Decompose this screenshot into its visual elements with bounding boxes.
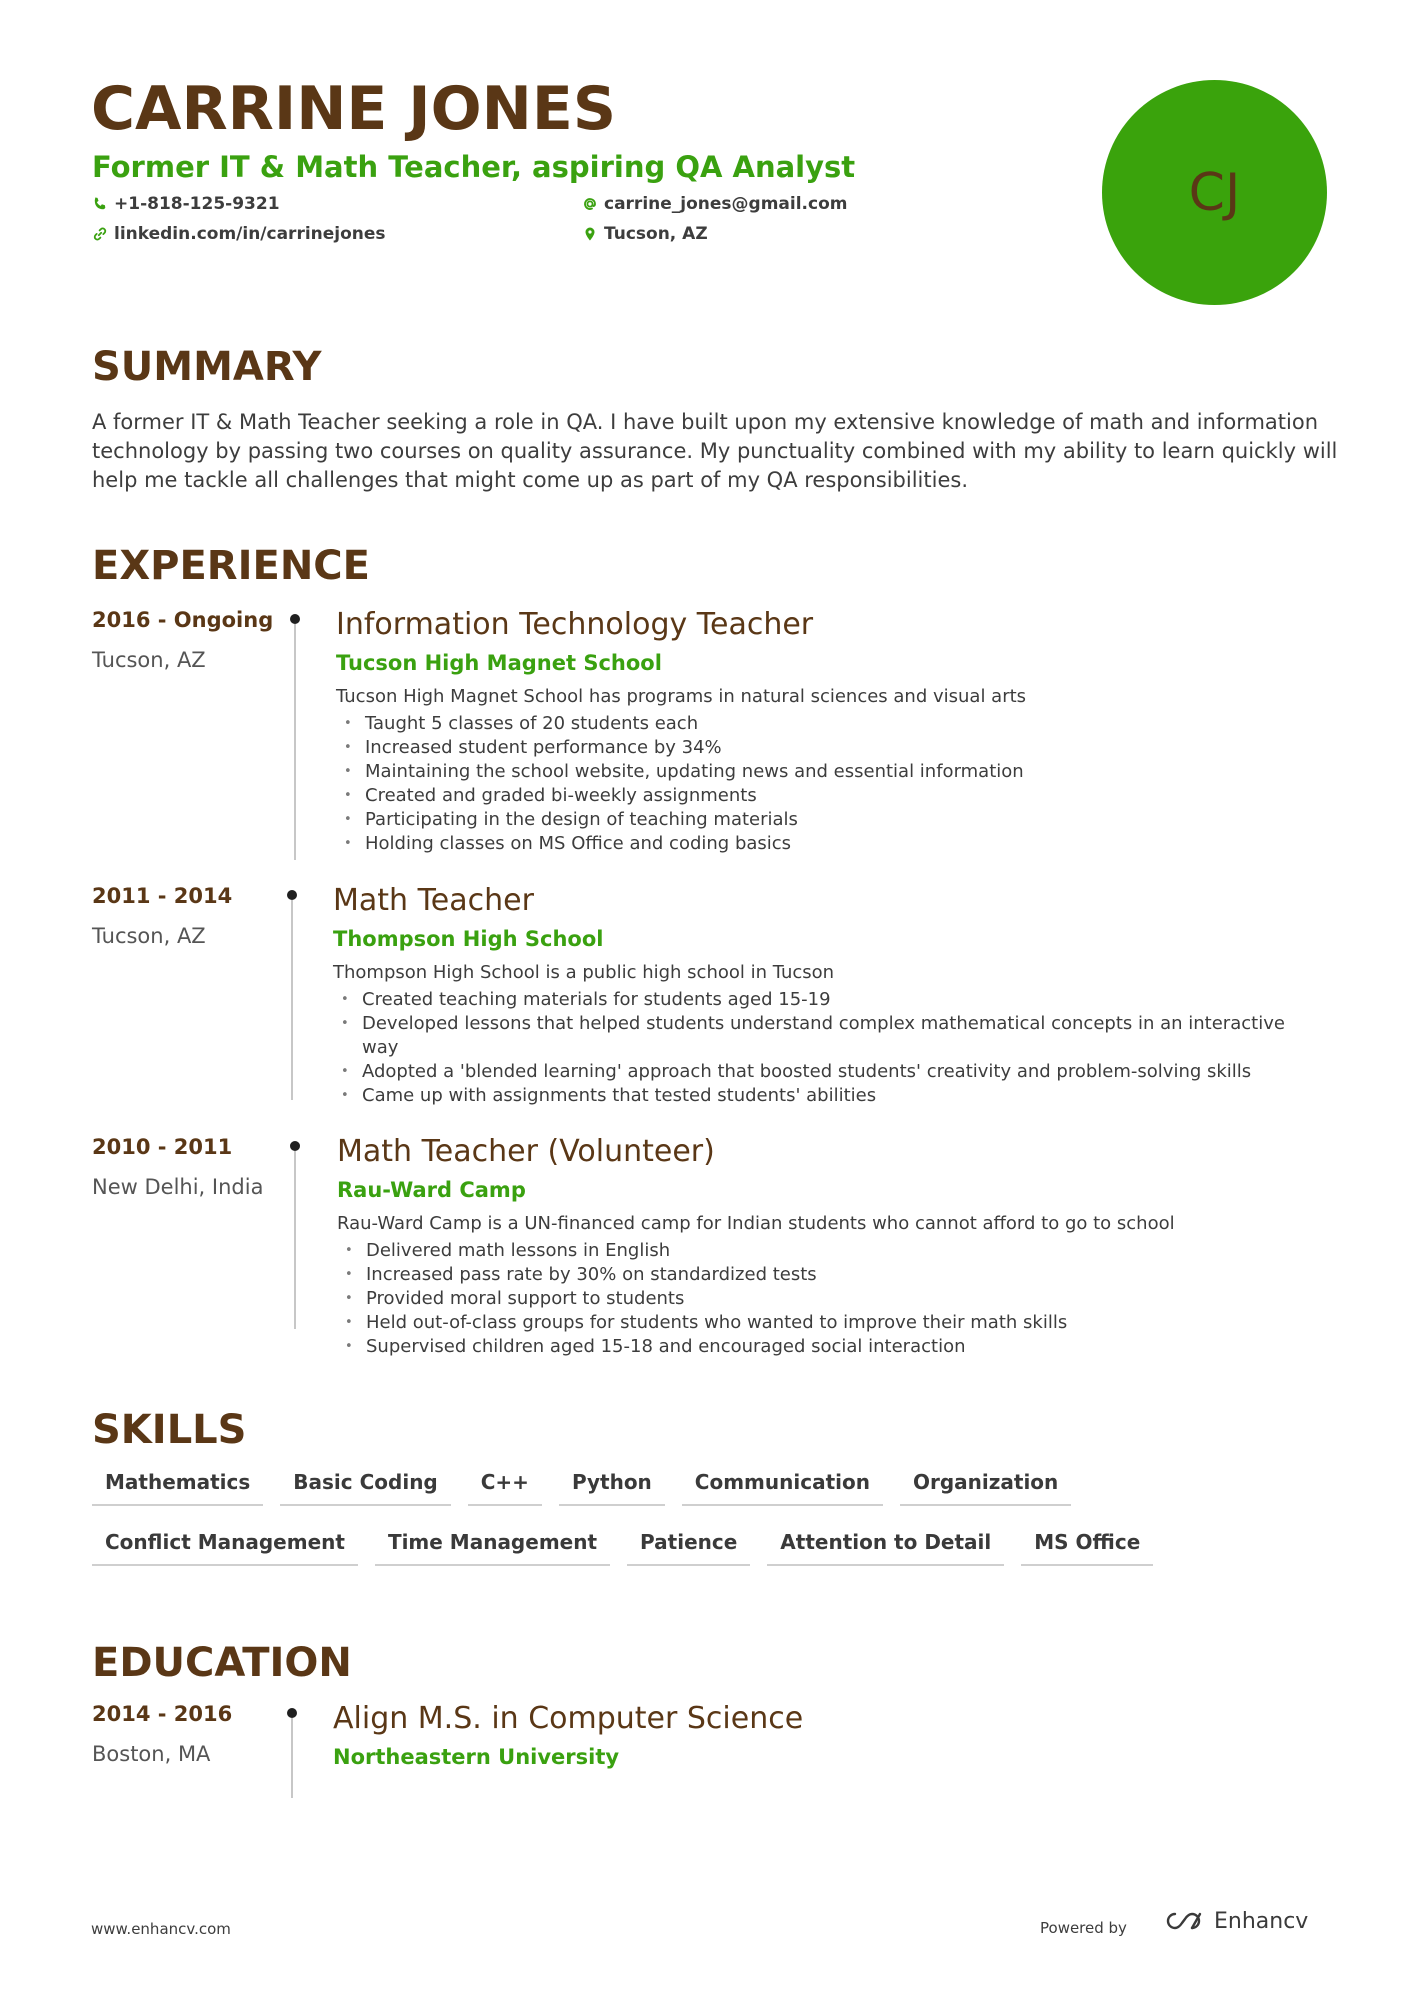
enhancv-brand-text: Enhancv (1214, 1908, 1309, 1934)
link-icon (92, 226, 108, 242)
list-item: • Delivered math lessons in English (337, 1239, 1337, 1263)
timeline-line (291, 900, 293, 1100)
timeline-dot (287, 890, 297, 900)
skill-tag: Conflict Management (92, 1530, 358, 1566)
timeline-dot (287, 1708, 297, 1718)
email-text: carrine_jones@gmail.com (604, 194, 848, 214)
experience-location: Tucson, AZ (92, 924, 206, 948)
enhancv-logo[interactable] (1160, 1908, 1308, 1934)
timeline-line (294, 1151, 296, 1329)
email-contact[interactable] (582, 194, 847, 214)
list-item: • Maintaining the school website, updating news and essential information (336, 760, 1336, 784)
skill-tag: Mathematics (92, 1470, 263, 1506)
list-item: • Created and graded bi-weekly assignments (336, 784, 1336, 808)
skill-tag: Communication (682, 1470, 883, 1506)
phone-contact[interactable] (92, 194, 280, 214)
experience-role: Math Teacher (333, 883, 534, 918)
phone-text: +1-818-125-9321 (114, 194, 280, 214)
list-item: • Supervised children aged 15-18 and encouraged social interaction (337, 1335, 1337, 1359)
skill-tag: Patience (627, 1530, 750, 1566)
linkedin-contact[interactable] (92, 224, 386, 244)
experience-dates: 2016 - Ongoing (92, 608, 274, 632)
list-item: • Increased pass rate by 30% on standardized tests (337, 1263, 1337, 1287)
timeline-dot (290, 614, 300, 624)
experience-description: Tucson High Magnet School has programs in natural sciences and visual arts (336, 686, 1027, 707)
skills-list (92, 1470, 1342, 1566)
education-dates: 2014 - 2016 (92, 1702, 233, 1726)
experience-dates: 2011 - 2014 (92, 884, 233, 908)
list-item: • Adopted a 'blended learning' approach that boosted students' creativity and problem-solving skills (333, 1060, 1323, 1084)
list-item: • Increased student performance by 34% (336, 736, 1336, 760)
location-contact (582, 224, 708, 244)
avatar (1102, 80, 1327, 305)
skill-tag: Time Management (375, 1530, 610, 1566)
summary-title: SUMMARY (92, 344, 322, 390)
avatar-initials: CJ (1188, 162, 1241, 223)
powered-by-label: Powered by (1040, 1919, 1127, 1937)
experience-bullets (336, 712, 1336, 856)
experience-company: Tucson High Magnet School (336, 651, 662, 675)
education-location: Boston, MA (92, 1742, 211, 1766)
skill-tag: Python (559, 1470, 665, 1506)
footer-website-link[interactable]: www.enhancv.com (91, 1920, 231, 1938)
experience-bullets (333, 988, 1323, 1108)
skill-tag: MS Office (1021, 1530, 1153, 1566)
list-item: • Taught 5 classes of 20 students each (336, 712, 1336, 736)
skill-tag: Basic Coding (280, 1470, 450, 1506)
experience-role: Information Technology Teacher (336, 607, 814, 642)
experience-title: EXPERIENCE (92, 543, 370, 589)
experience-role: Math Teacher (Volunteer) (337, 1134, 715, 1169)
list-item: • Provided moral support to students (337, 1287, 1337, 1311)
timeline-line (294, 624, 296, 860)
experience-location: New Delhi, India (92, 1175, 264, 1199)
enhancv-logo-icon (1160, 1908, 1206, 1934)
skill-tag: C++ (468, 1470, 542, 1506)
skill-tag: Organization (900, 1470, 1071, 1506)
timeline-dot (290, 1141, 300, 1151)
skill-tag: Attention to Detail (767, 1530, 1004, 1566)
linkedin-text: linkedin.com/in/carrinejones (114, 224, 386, 244)
experience-description: Thompson High School is a public high school in Tucson (333, 962, 835, 983)
education-title: EDUCATION (92, 1640, 352, 1686)
experience-bullets (337, 1239, 1337, 1359)
summary-text: A former IT & Math Teacher seeking a role in QA. I have built upon my extensive knowledge of math and information technology by passing two courses on quality assurance. My punctuality combined with my ability to learn quickly will help me tackle all challenges that might come up as part of my QA responsibilities. (92, 410, 1338, 492)
list-item: • Created teaching materials for students aged 15-19 (333, 988, 1323, 1012)
list-item: • Holding classes on MS Office and coding basics (336, 832, 1336, 856)
education-school: Northeastern University (333, 1745, 620, 1769)
skills-title: SKILLS (92, 1407, 247, 1453)
list-item: • Came up with assignments that tested students' abilities (333, 1084, 1323, 1108)
map-pin-icon (582, 226, 598, 242)
list-item: • Held out-of-class groups for students who wanted to improve their math skills (337, 1311, 1337, 1335)
experience-company: Rau-Ward Camp (337, 1178, 526, 1202)
candidate-headline: Former IT & Math Teacher, aspiring QA Analyst (92, 150, 856, 184)
experience-dates: 2010 - 2011 (92, 1135, 233, 1159)
list-item: • Developed lessons that helped students understand complex mathematical concepts in an interactive way (333, 1012, 1323, 1060)
phone-icon (92, 196, 108, 212)
experience-location: Tucson, AZ (92, 648, 206, 672)
list-item: • Participating in the design of teaching materials (336, 808, 1336, 832)
at-icon (582, 196, 598, 212)
experience-company: Thompson High School (333, 927, 604, 951)
education-degree: Align M.S. in Computer Science (333, 1701, 804, 1736)
experience-description: Rau-Ward Camp is a UN-financed camp for Indian students who cannot afford to go to school (337, 1213, 1175, 1234)
location-text: Tucson, AZ (604, 224, 708, 244)
candidate-name: CARRINE JONES (91, 74, 617, 144)
timeline-line (291, 1718, 293, 1798)
